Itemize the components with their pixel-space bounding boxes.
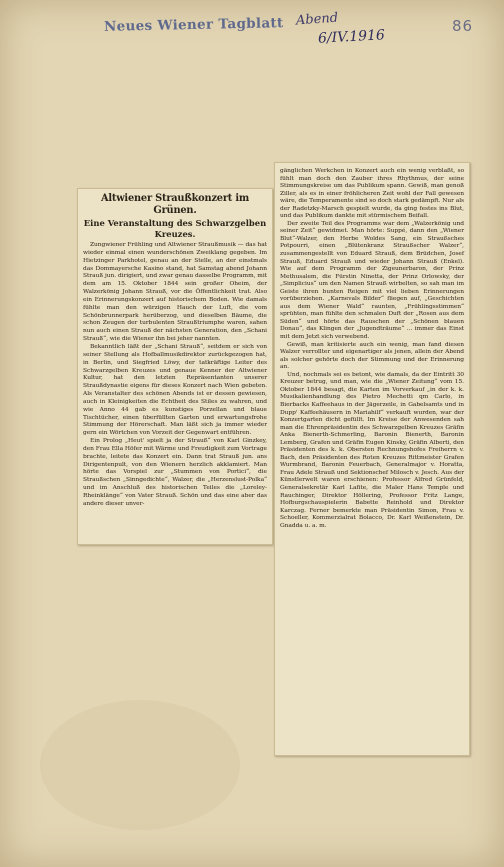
paper-stain: [40, 700, 240, 830]
article-body-left: [83, 242, 267, 509]
clipping-right-column: [274, 162, 470, 756]
paragraph: gänglichen Werkchen in Konzert auch ein wenig verblaßt, so fühlt man doch den Zauber ihres Rhythmus, der seine Stimmungskreise um das Publikum spann. Gewiß, man genoß Ziller, als es in einer fröhlicheren Zeit wohl der Fall gewesen wäre, die Temperamente sind so doch stark gedämpft. Nur als der Radetzky-Marsch gespielt wurde, da ging festes ins Blut, und das Publikum dankte mit stürmischem Beifall.: [280, 168, 464, 220]
paragraph: Ein Prolog „Heut' spielt ja der Strauß“ von Karl Ginzkey, den Frau Ella Höfer mit Wärme und Freudigkeit zum Vortrage brachte, leitete das Konzert ein. Dann trat Strauß jun. ans Dirigentenpult, von den Wienern herzlich akklamiert. Man hörte das Vorspiel zur „Stummen von Portici“, die Straußschen „Sinngedichte“, Walzer, die „Herzenslust-Polka“ und im Anschluß des historischen Teiles die „Loreley-Rheinklänge“ von Vater Strauß. Schön und das eine aber das andere dieser unver-: [83, 438, 267, 507]
paragraph: Bekanntlich läßt der „Schani Strauß“, seitdem er sich von seiner Stellung als Hofballmusikdirektor zurückgezogen hat, in Berlin, und Siegfried Löwy, der tatkräftige Leiter des Schwarzgelben Kreuzes und genaue Kenner der Altwiener Kultur, hat den letzten Repräsentanten unserer Straußdynastie eigens für dieses Konzert nach Wien gebeten. Als Veranstalter des schönen Abends ist er dessen gewiesen, auch in Kleinigkeiten die Echtheit des Stiles zu wahren, und wie Anno 44 gab es kunstiges Porzellan und blaue Tischtücher, einen überfüllten Garten und erwartungsfrohe Stimmung der Hörerschaft. Man läßt sich ja immer wieder gern ein Wörtchen von Vorzeit der Gegenwart entführen.: [83, 343, 267, 437]
handwritten-date: 6/IV.1916: [317, 27, 386, 47]
newspaper-masthead-stamp: Neues Wiener Tagblatt: [103, 15, 284, 35]
article-title: Altwiener Straußkonzert im Grünen.: [100, 193, 250, 216]
paragraph: Und, nochmals sei es betont, wie damals, da der Eintritt 30 Kreuzer betrug, und man, wie die „Wiener Zeitung“ vom 15. Oktober 1844 besagt, die Karten im Vorverkauf „in der k. k. Musikalienhandlung des Pietro Mechetti qm Carlo, in Bierbacks Kaffeehaus in der Jägerzeile, in Gabelsamts und in Dupp' Kaffeehäusern in Mariahilf“ verkauft wurden, war der Konzertgarten dicht gefüllt. Im Kreise der Anwesenden sah man die Ehrenpräsidentin des Schwarzgelben Kreuzes Gräfin Anka Bienerth-Schmerling, Baronin Bienerth, Baronin Lemberg, Grafen und Gräfin Eugen Kinsky, Gräfin Alberti, den Präsidenten des k. k. Obersten Rechnungshofes Freiherrn v. Bach, den Präsidenten des Roten Kreuzes Rittmeister Grafen Wurmbrand, Baronin Feuerbach, Generalmajor v. Horatta, Frau Adele Strauß und Sektionschef Milosch v. Jesch. Aus der Künstlerwelt waren erschienen: Professor Alfred Grünfeld, Generalsekretär Karl Lafite, die Maler Hans Temple und Rauchinger, Direktor Höllering, Professor Fritz Lange, Hofburgschauspielerin Babette Reinhold und Direktor Karczag. Ferner bemerkte man Präsidentin Simon, Frau v. Schoeller, Kommerzialrat Bolacco, Dr. Karl Weißenstein, Dr. Gnadda u. a. m.: [280, 371, 464, 529]
paragraph: Zungwiener Frühling und Altwiener Straußmusik — das hat wieder einmal einen wunderschönen Zweiklang gegeben. Im Hietzinger Parkhotel, genau an der Stelle, an der einstmals das Dommayersche Kasino stand, hat Samstag abend Johann Strauß jun. dirigiert, und zwar genau dasselbe Programm, mit dem am 15. Oktober 1844 sein großer Oheim, der Walzerkönig Johann Strauß, vor die Öffentlichkeit trat. Also ein Erinnerungskonzert auf historischem Boden. Wie damals fühlte man den würzigen Hauch der Luft, die vom Schönbrunnerpark herüberzog, und dieselben Bäume, die schon Zeugen der turbulenten Straußtriumphe waren, sahen nun auch einen Strauß der nächsten Generation, den „Schani Strauß“, wie die Wiener ihn bei jeher nannten.: [83, 242, 267, 343]
clipping-left-column: [77, 188, 273, 545]
archive-number: 86: [452, 17, 474, 35]
handwritten-edition-note: Abend: [295, 10, 339, 29]
paragraph: Gewiß, man kritisierte auch ein wenig, man fand diesen Walzer verrollter und eigenartiger als jenen, allein der Abend als solcher gehörte doch der Stimmung und der Erinnerung an.: [280, 341, 464, 371]
article-subtitle: Eine Veranstaltung des Schwarzgelben Kreuzes.: [83, 218, 267, 239]
paragraph: Der zweite Teil des Programms war dem „Walzerkönig und seiner Zeit“ gewidmet. Man hörte: Suppé, dann den „Wiener Blut“-Walzer, den Herbe Woldes Sang, ein Straußsches Potpourri, einen „Blütenkranz Straußscher Walzer“, zusammengestellt von Eduard Strauß, dem Brüdchen, Josef Strauß, Eduard Strauß und wieder Johann Strauß (Enkel). Wie auf dem Programm der Zigeunerbaron, der Prinz Methusalem, die Fürstin Ninetta, der Prinz Orlowsky, der „Simplicius“ um den Namen Strauß wirbelten, so sah man im Geiste ihren bunten Reigen mit viel lieben Erinnerungen vorüberziehen. „Karnevals Bilder“ fliegen auf, „Geschichten aus dem Wiener Wald“ raunten, „Frühlingsstimmen“ sprühten, man fühlte den schmalen Duft der „Rosen aus dem Süden“ und hörte das Rauschen der „Schönen blauen Donau“, das Klingen der „Jugendträume“ ... immer das Einst mit dem Jetzt sich verwebend.: [280, 220, 464, 341]
article-body-right: [280, 168, 464, 530]
